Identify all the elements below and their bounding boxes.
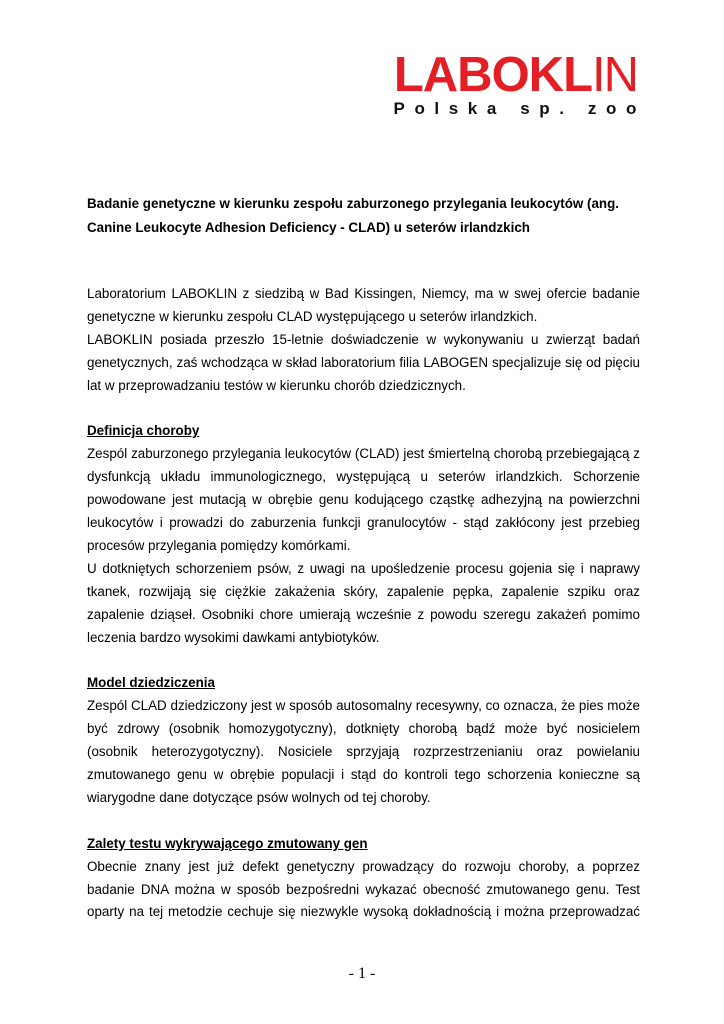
logo-subtitle: Polska sp. zoo xyxy=(393,99,646,118)
definition-heading: Definicja choroby xyxy=(87,423,200,439)
page-number: - 1 - xyxy=(348,965,376,982)
logo-brand-main: LABOKL xyxy=(393,48,592,102)
intro-paragraph-1: Laboratorium LABOKLIN z siedzibą w Bad Kissingen, Niemcy, ma w swej ofercie badanie genetyczne w kierunku zespołu CLAD występującego u seterów irlandzkich. xyxy=(87,286,640,324)
logo-wordmark xyxy=(387,48,637,102)
definition-paragraph-2: U dotkniętych schorzeniem psów, z uwagi na upośledzenie procesu gojenia się i naprawy tkanek, rozwijają się ciężkie zakażenia skóry, zapalenie pępka, zapalenie szpiku oraz zapalenie dziąseł. Osobniki chore umierają wcześnie z powodu szeregu zakażeń pomimo leczenia bardzo wysokimi dawkami antybiotyków. xyxy=(87,560,640,645)
advantages-paragraph: Obecnie znany jest już defekt genetyczny prowadzący do rozwoju choroby, a poprzez badanie DNA można w sposób bezpośredni wykazać obecność zmutowanego genu. Test oparty na tej metodzie cechuje się niezwykle wysoką dokładnością i można przeprowadzać xyxy=(87,858,640,920)
inheritance-heading: Model dziedziczenia xyxy=(87,675,215,691)
intro-paragraph-2: LABOKLIN posiada przeszło 15-letnie doświadczenie w wykonywaniu u zwierząt badań genetycznych, zaś wchodząca w skład laboratorium filia LABOGEN specjalizuje się od pięciu lat w przeprowadzaniu testów w kierunku chorób dziedzicznych. xyxy=(87,331,640,393)
inheritance-paragraph: Zespól CLAD dziedziczony jest w sposób autosomalny recesywny, co oznacza, że pies może być zdrowy (osobnik homozygotyczny), dotknięty chorobą bądź może być nosicielem (osobnik heterozygotyczny). Nosiciele sprzyjają rozprzestrzenianiu oraz powielaniu zmutowanego genu w obrębie populacji i stąd do kontroli tego schorzenia konieczne są wiarygodne dane dotyczące psów wolnych od tej choroby. xyxy=(87,698,640,805)
document-body xyxy=(87,283,640,924)
logo-brand-tail: IN xyxy=(592,48,637,102)
definition-paragraph-1: Zespól zaburzonego przylegania leukocytów (CLAD) jest śmiertelną chorobą przebiegającą z dysfunkcją układu immunologicznego, występującą u seterów irlandzkich. Schorzenie powodowane jest mutacją w obrębie genu kodującego cząstkę adhezyjną na powierzchni leukocytów i prowadzi do zaburzenia funkcji granulocytów - stąd zakłócony jest przebieg procesów przylegania pomiędzy komórkami. xyxy=(87,446,640,553)
laboklin-logo xyxy=(387,48,646,119)
document-title: Badanie genetyczne w kierunku zespołu zaburzonego przylegania leukocytów (ang. Canine Leukocyte Adhesion Deficiency - CLAD) u seterów irlandzkich xyxy=(87,196,620,235)
advantages-heading: Zalety testu wykrywającego zmutowany gen xyxy=(87,835,368,851)
